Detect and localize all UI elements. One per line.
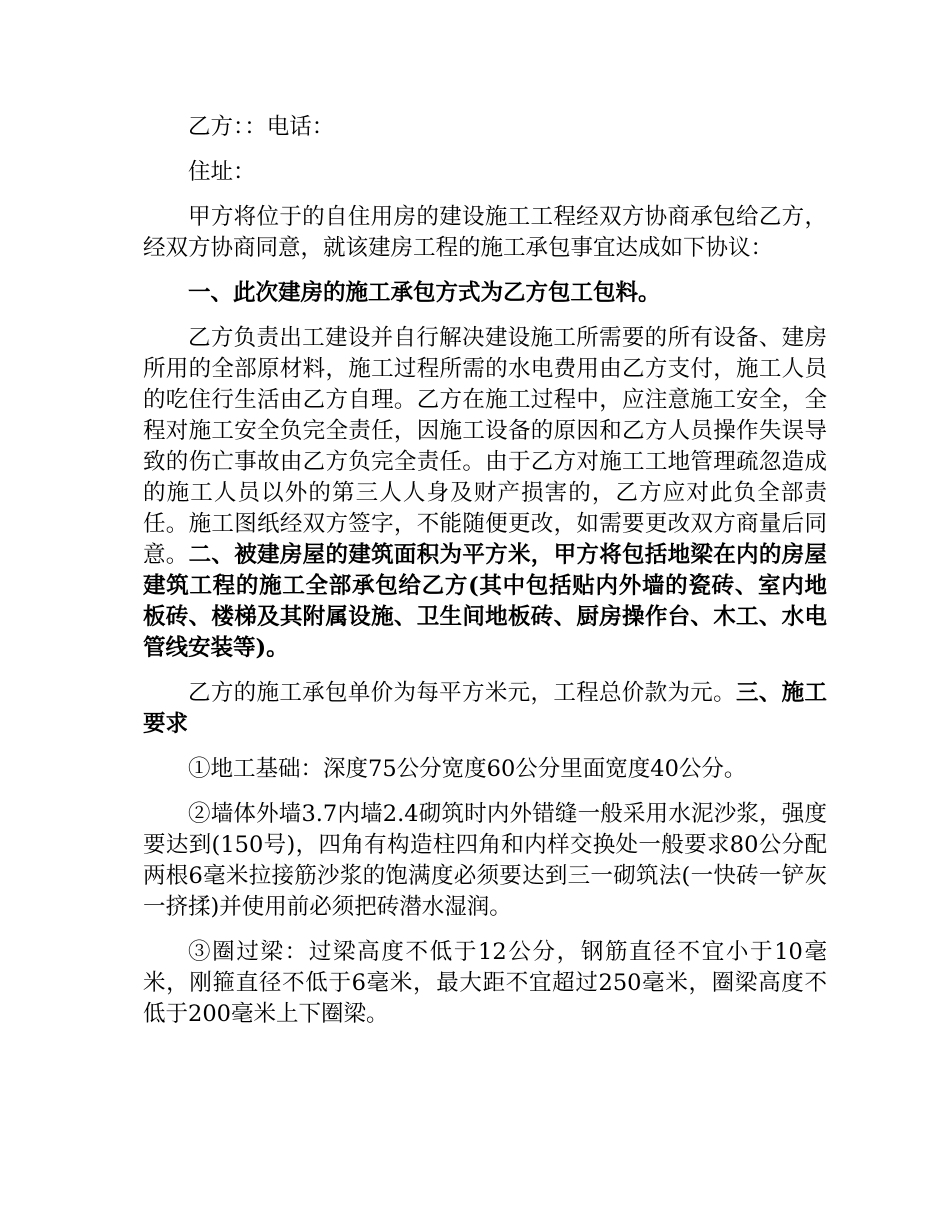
- section1-body: [143, 323, 827, 664]
- section1-body-text: 乙方负责出工建设并自行解决建设施工所需要的所有设备、建房所用的全部原材料，施工过程所需的水电费用由乙方支付，施工人员的吃住行生活由乙方自理。乙方在施工过程中，应注意施工安全，全程对施工安全负完全责任，因施工设备的原因和乙方人员操作失误导致的伤亡事故由乙方负完全责任。由于乙方对施工工地管理疏忽造成的施工人员以外的第三人人身及财产损害的，乙方应对此负全部责任。施工图纸经双方签字，不能随便更改，如需要更改双方商量后同意。: [143, 325, 827, 568]
- price-paragraph: [143, 678, 827, 740]
- party-b-line: 乙方：：电话：: [188, 114, 335, 140]
- address-line: 住址：: [188, 159, 256, 185]
- section3-heading: 三、施工要求: [143, 680, 827, 737]
- section2-heading: 二、被建房屋的建筑面积为平方米，甲方将包括地梁在内的房屋建筑工程的施工全部承包给乙方(其中包括贴内外墙的瓷砖、室内地板砖、楼梯及其附属设施、卫生间地板砖、厨房操作台、木工、水电管线安装等)。: [143, 542, 827, 661]
- document-page: [143, 112, 827, 1030]
- intro-paragraph: 甲方将位于的自住用房的建设施工工程经双方协商承包给乙方，经双方协商同意，就该建房工程的施工承包事宜达成如下协议：: [143, 204, 827, 261]
- requirement-item-1: ①地工基础：深度75公分宽度60公分里面宽度40公分。: [188, 756, 747, 782]
- requirement-item-2: ②墙体外墙3.7内墙2.4砌筑时内外错缝一般采用水泥沙浆，强度要达到(150号)，四角有构造柱四角和内样交换处一般要求80公分配两根6毫米拉接筋沙浆的饱满度必须要达到三一砌筑法(一快砖一铲灰一挤揉)并使用前必须把砖潜水湿润。: [143, 801, 827, 920]
- section1-heading: 一、此次建房的施工承包方式为乙方包工包料。: [188, 280, 661, 306]
- requirement-item-3: ③圈过梁：过梁高度不低于12公分，钢筋直径不宜小于10毫米，刚箍直径不低于6毫米，最大距不宜超过250毫米，圈梁高度不低于200毫米上下圈梁。: [143, 939, 827, 1027]
- price-text: 乙方的施工承包单价为每平方米元，工程总价款为元。: [188, 680, 736, 706]
